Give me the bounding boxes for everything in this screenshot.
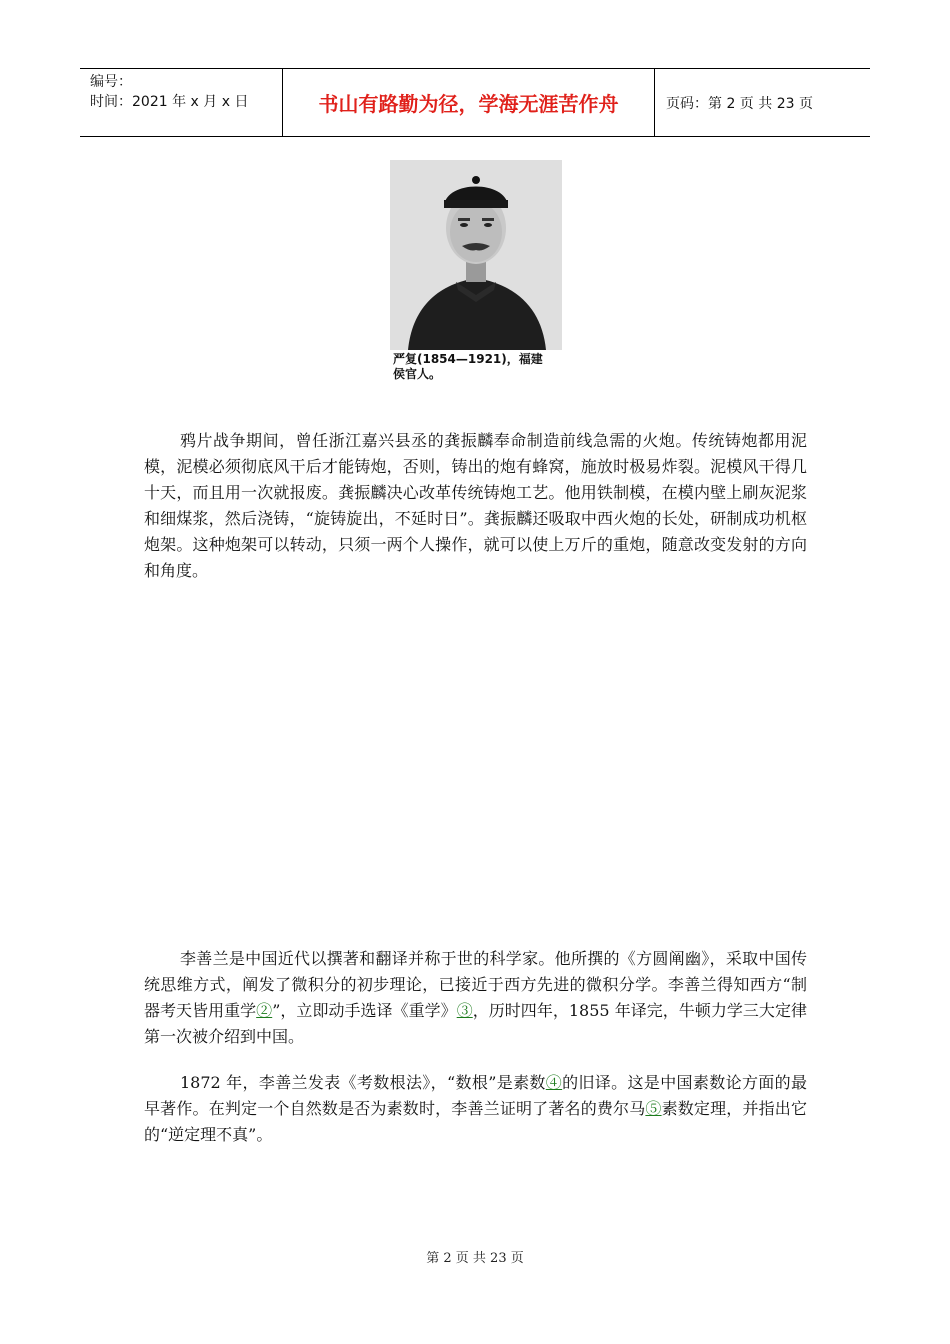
photo-caption-line2: 侯官人。 [393,367,442,381]
document-time-label: 时间：2021 年 x 月 x 日 [90,94,249,110]
document-number-label: 编号： [90,74,132,90]
header-page-code: 页码：第 2 页 共 23 页 [666,95,813,112]
footnote-link-5[interactable]: ⑤ [645,1099,662,1118]
paragraph-text: 素数定理，并指出它的“逆定理不真”。 [144,1099,807,1144]
footnote-link-2[interactable]: ② [256,1001,273,1020]
paragraph-text: ，历时四年，1855 年译完，牛顿力学三大定律第一次被介绍到中国。 [144,1001,807,1046]
paragraph-text: ”，立即动手选译《重学》 [272,1001,457,1020]
photo-caption-line1: 严复(1854—1921)，福建 [393,352,543,366]
paragraph-text: 李善兰是中国近代以撰著和翻译并称于世的科学家。他所撰的《方圆阐幽》，采取中国传统思维方式，阐发了微积分的初步理论，已接近于西方先进的微积分学。李善兰得知西方“制器考天皆用重学 [144,949,807,1020]
paragraph-gong-zhenlin: 鸦片战争期间，曾任浙江嘉兴县丞的龚振麟奉命制造前线急需的火炮。传统铸炮都用泥模，泥模必须彻底风干后才能铸炮，否则，铸出的炮有蜂窝，施放时极易炸裂。泥模风干得几十天，而且用一次就报废。龚振麟决心改革传统铸炮工艺。他用铁制模，在模内壁上刷灰泥浆和细煤浆，然后浇铸，“旋铸旋出，不延时日”。龚振麟还吸取中西火炮的长处，研制成功机枢炮架。这种炮架可以转动，只须一两个人操作，就可以使上万斤的重炮，随意改变发射的方向和角度。 [144,431,807,580]
footnote-link-4[interactable]: ④ [545,1073,563,1092]
paragraph-li-shanlan-primes [144,1070,807,1148]
page-footer: 第 2 页 共 23 页 [426,1251,524,1266]
portrait-photo [390,160,562,360]
footnote-link-3[interactable]: ③ [456,1001,473,1020]
paragraph-text: 1872 年，李善兰发表《考数根法》，“数根”是素数 [180,1073,546,1092]
header-meta [80,69,283,136]
header-motto: 书山有路勤为径，学海无涯苦作舟 [283,69,655,136]
photo-caption [393,352,563,382]
paragraph-li-shanlan-calculus [144,946,807,1050]
paragraph-text: 的旧译。这是中国素数论方面的最早著作。在判定一个自然数是否为素数时，李善兰证明了著名的费尔马 [144,1073,807,1118]
page-header [80,68,870,137]
